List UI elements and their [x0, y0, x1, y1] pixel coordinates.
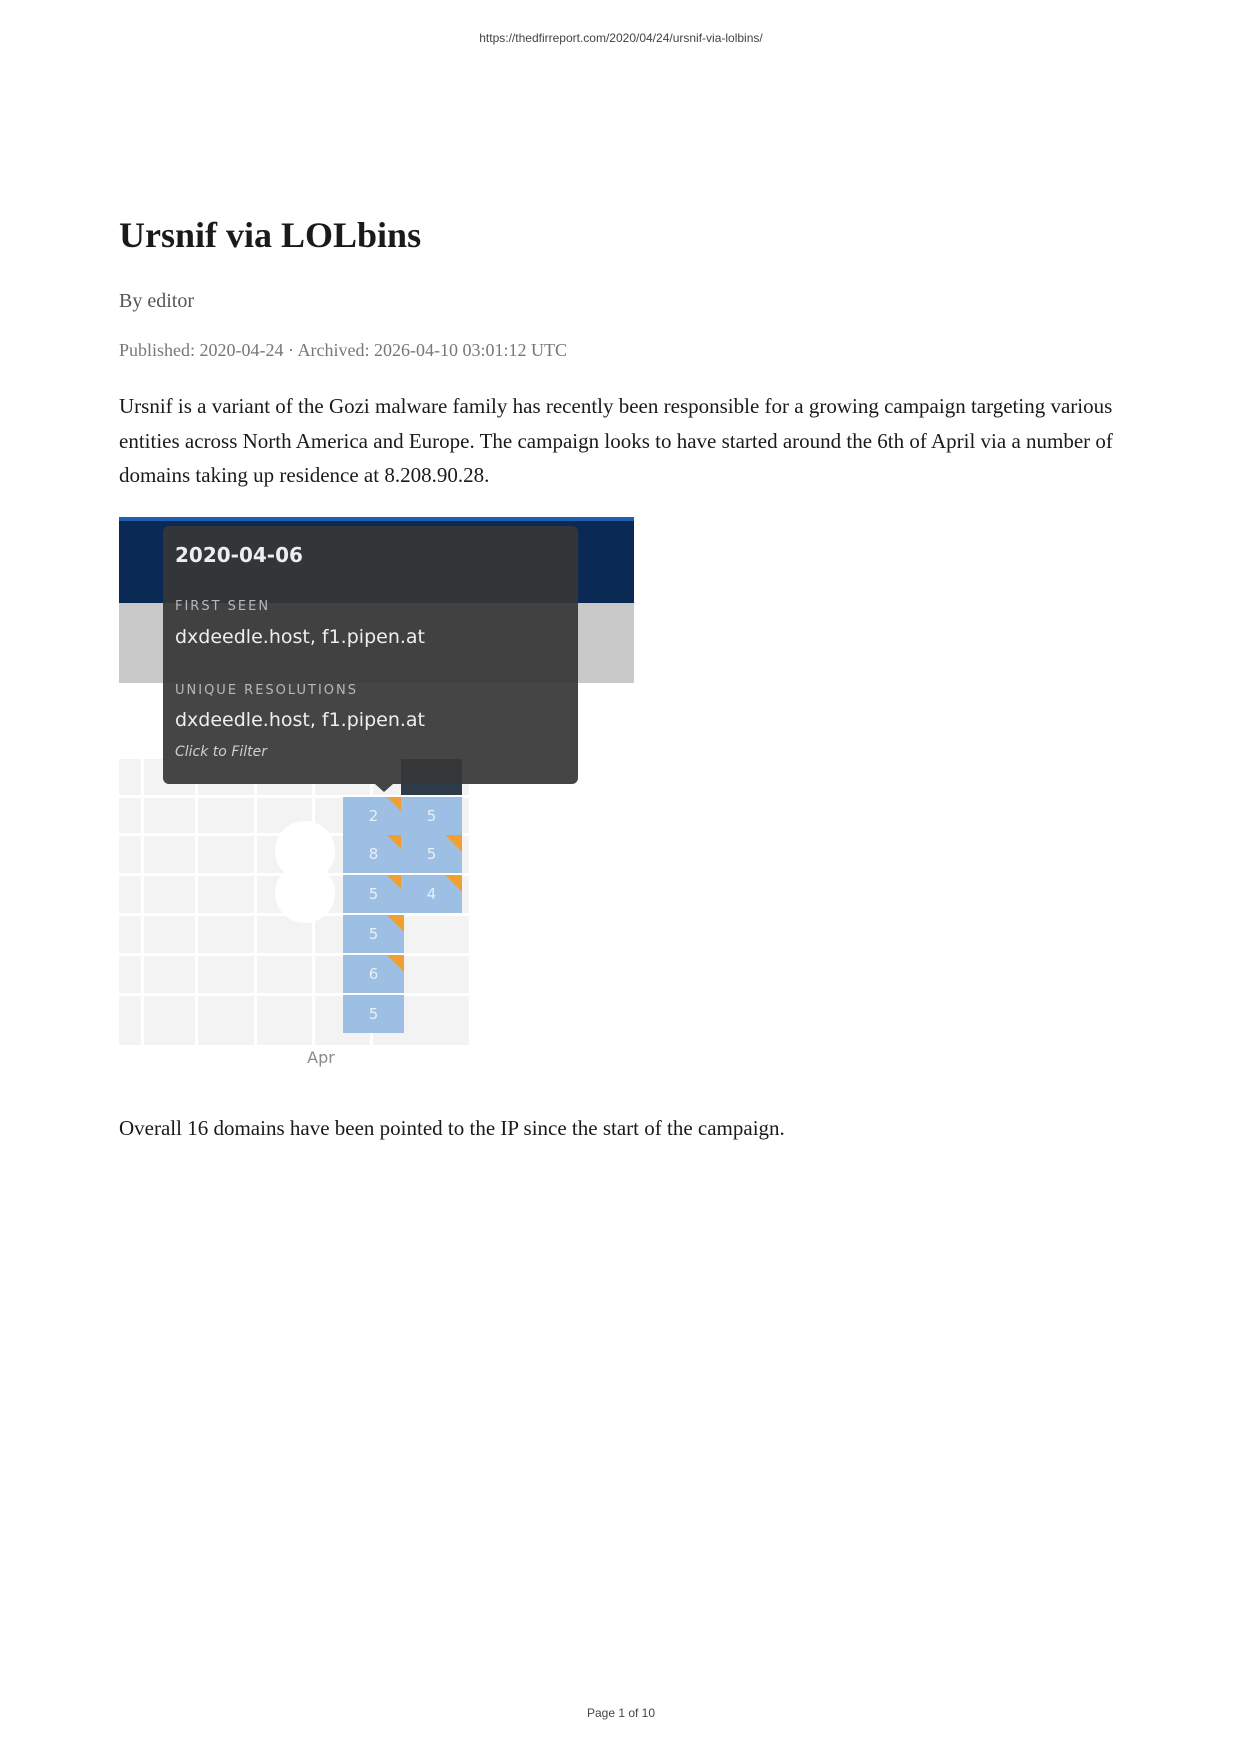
tooltip-click-hint[interactable]: Click to Filter — [175, 744, 268, 760]
grid-blob — [275, 863, 335, 923]
new-domain-flag-icon — [445, 835, 462, 852]
calendar-cell[interactable]: 5 — [343, 995, 404, 1033]
resolution-calendar-screenshot — [119, 517, 634, 1077]
calendar-cell[interactable]: 5 — [401, 797, 462, 835]
calendar-cell[interactable]: 6 — [343, 955, 404, 993]
article-paragraph-1: Ursnif is a variant of the Gozi malware family has recently been responsible for a growing campaign targeting various entities across North America and Europe. The campaign looks to have started around the 6th of April via a number of domains taking up residence at 8.208.90.28. — [119, 394, 1113, 487]
tooltip-first-seen-value: dxdeedle.host, f1.pipen.at — [175, 626, 425, 648]
article-byline: By editor — [119, 290, 194, 312]
calendar-cell[interactable]: 4 — [401, 875, 462, 913]
new-domain-flag-icon — [387, 955, 404, 972]
calendar-grid — [119, 759, 469, 1045]
grid-line — [195, 759, 198, 1045]
calendar-cell[interactable]: 2 — [343, 797, 404, 835]
page-number: Page 1 of 10 — [586, 1706, 656, 1720]
tooltip-unique-value: dxdeedle.host, f1.pipen.at — [175, 709, 425, 731]
article-paragraph-2: Overall 16 domains have been pointed to the IP since the start of the campaign. — [119, 1116, 785, 1140]
article-title: Ursnif via LOLbins — [119, 215, 422, 255]
calendar-cell[interactable]: 5 — [343, 915, 404, 953]
calendar-cell[interactable]: 5 — [343, 875, 404, 913]
tooltip-arrow — [375, 784, 393, 792]
new-domain-flag-icon — [445, 875, 462, 892]
page-url: https://thedfirreport.com/2020/04/24/ursnif-via-lolbins/ — [479, 31, 763, 45]
grid-line — [254, 759, 257, 1045]
new-domain-flag-icon — [387, 915, 404, 932]
tooltip-date: 2020-04-06 — [175, 543, 303, 567]
calendar-cell[interactable]: 8 — [343, 835, 404, 873]
calendar-tooltip[interactable] — [163, 526, 578, 784]
grid-line — [119, 953, 469, 956]
grid-line — [141, 759, 144, 1045]
month-label: Apr — [307, 1048, 335, 1067]
grid-line — [119, 993, 469, 996]
calendar-cell[interactable]: 5 — [401, 835, 462, 873]
tooltip-unique-label: UNIQUE RESOLUTIONS — [175, 683, 358, 698]
article-meta: Published: 2020-04-24 · Archived: 2026-04-10 03:01:12 UTC — [119, 340, 567, 360]
tooltip-first-seen-label: FIRST SEEN — [175, 599, 271, 614]
